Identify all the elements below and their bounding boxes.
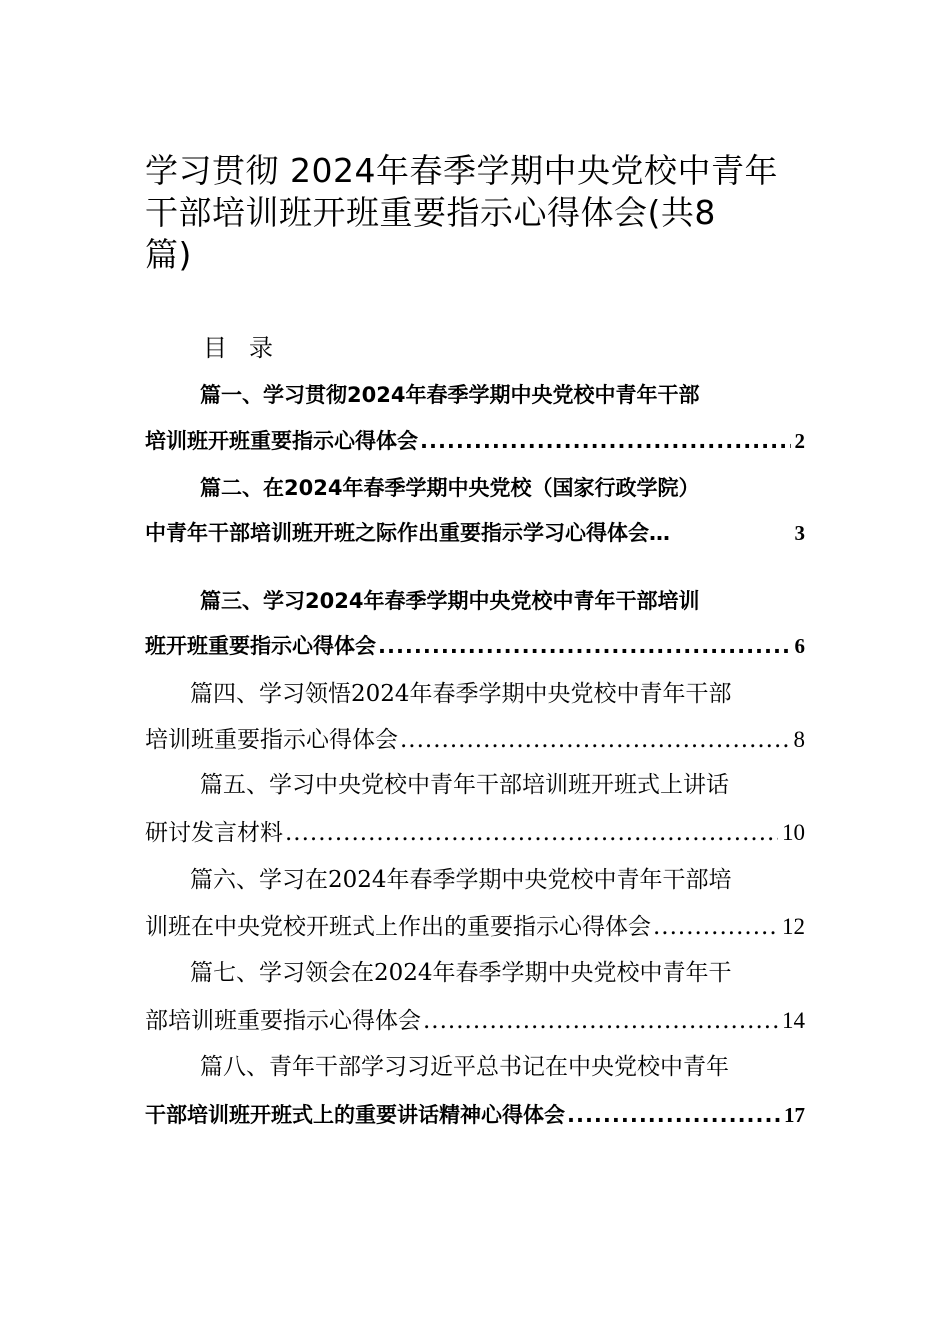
toc-leader-dots — [376, 629, 791, 663]
toc-entry-2-line2[interactable] — [145, 516, 805, 550]
toc-entry-3-line1[interactable]: 篇三、学习2024年春季学期中央党校中青年干部培训 — [200, 589, 700, 613]
toc-entry-text: 训班在中央党校开班式上作出的重要指示心得体会 — [145, 914, 651, 940]
toc-page-number: 14 — [782, 1008, 805, 1033]
toc-entry-1-line1[interactable]: 篇一、学习贯彻2024年春季学期中央党校中青年干部 — [200, 383, 700, 407]
toc-heading: 目录 — [203, 334, 295, 362]
toc-entry-text: 培训班重要指示心得体会 — [145, 727, 398, 753]
toc-page-number: 10 — [782, 820, 805, 845]
toc-entry-5-line2[interactable] — [145, 816, 805, 850]
toc-entry-text: 研讨发言材料 — [145, 820, 283, 846]
toc-entry-3-line2[interactable] — [145, 629, 805, 663]
toc-leader-dots — [283, 816, 778, 850]
toc-entry-text: 部培训班重要指示心得体会 — [145, 1008, 421, 1034]
toc-leader-dots — [398, 723, 790, 757]
toc-page-number: 12 — [782, 914, 805, 939]
toc-leader-dots — [565, 1098, 780, 1132]
document-title — [145, 150, 825, 276]
toc-entry-6-line1[interactable]: 篇六、学习在2024年春季学期中央党校中青年干部培 — [190, 867, 732, 893]
toc-entry-text: 班开班重要指示心得体会 — [145, 634, 376, 658]
toc-entry-5-line1[interactable]: 篇五、学习中央党校中青年干部培训班开班式上讲话 — [200, 772, 729, 798]
title-line: 篇) — [145, 235, 192, 274]
toc-entry-2-line1[interactable]: 篇二、在2024年春季学期中央党校（国家行政学院） — [200, 476, 700, 500]
toc-page-number: 6 — [794, 634, 805, 658]
toc-entry-4-line1[interactable]: 篇四、学习领悟2024年春季学期中央党校中青年干部 — [190, 681, 732, 707]
toc-page-number: 3 — [794, 521, 805, 545]
toc-entry-4-line2[interactable] — [145, 723, 805, 757]
toc-entry-7-line2[interactable] — [145, 1004, 805, 1038]
toc-leader-dots — [421, 1004, 778, 1038]
toc-entry-8-line2[interactable] — [145, 1098, 805, 1132]
toc-page-number: 8 — [793, 727, 805, 752]
toc-entry-text: 培训班开班重要指示心得体会 — [145, 429, 418, 453]
title-line: 学习贯彻 2024年春季学期中央党校中青年 — [145, 151, 778, 190]
toc-page-number: 17 — [784, 1103, 805, 1127]
toc-leader-dots — [651, 910, 778, 944]
toc-entry-7-line1[interactable]: 篇七、学习领会在2024年春季学期中央党校中青年干 — [190, 960, 732, 986]
title-line: 干部培训班开班重要指示心得体会(共8 — [145, 193, 716, 232]
toc-entry-text: 中青年干部培训班开班之际作出重要指示学习心得体会… — [145, 521, 670, 545]
toc-page-number: 2 — [794, 429, 805, 453]
toc-entry-8-line1[interactable]: 篇八、青年干部学习习近平总书记在中央党校中青年 — [200, 1054, 729, 1080]
toc-entry-6-line2[interactable] — [145, 910, 805, 944]
toc-entry-text: 干部培训班开班式上的重要讲话精神心得体会 — [145, 1103, 565, 1127]
toc-leader-dots — [418, 424, 791, 458]
toc-entry-1-line2[interactable] — [145, 424, 805, 458]
